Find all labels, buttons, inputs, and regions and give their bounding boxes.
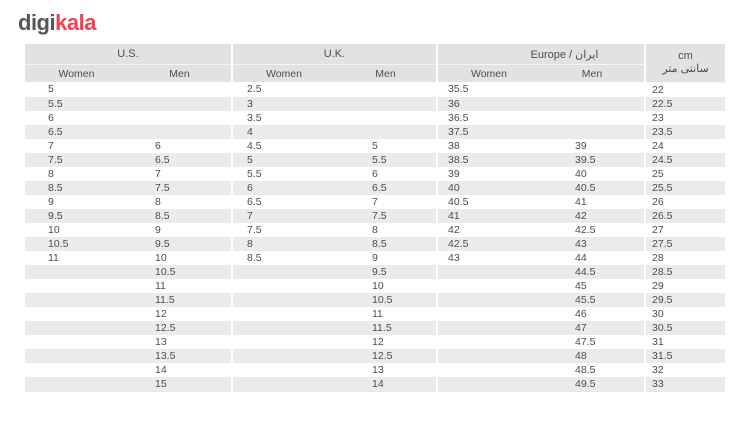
table-cell: 40 [540,167,645,181]
table-cell [232,349,335,363]
table-cell: 39.5 [540,153,645,167]
table-cell: 27.5 [652,237,673,250]
table-body [25,82,725,391]
digikala-logo[interactable] [18,11,108,35]
table-cell: 5 [247,153,253,166]
table-cell [128,111,232,125]
table-cell: 45.5 [540,293,645,307]
table-cell [335,97,437,111]
table-cell: 8.5 [247,251,262,264]
table-cell: 12 [128,307,232,321]
table-cell [335,111,437,125]
table-cell: 30.5 [652,321,673,334]
table-cell: 49.5 [540,377,645,392]
table-cell: 38 [448,139,460,152]
group-header-uk: U.K. [232,44,437,65]
table-cell [232,279,335,293]
table-cell [437,293,540,307]
table-cell: 6.5 [335,181,437,195]
table-cell: 6 [48,111,54,124]
table-cell [128,125,232,139]
table-cell: 31 [652,335,664,348]
table-cell: 9 [335,251,437,265]
table-cell: 8.5 [48,181,63,194]
table-cell: 11 [128,279,232,293]
table-cell: 30 [652,307,664,320]
table-cell: 7.5 [335,209,437,223]
table-cell [232,293,335,307]
table-cell: 27 [652,223,664,236]
table-cell [232,321,335,335]
table-cell [437,349,540,363]
table-cell: 39 [448,167,460,180]
table-cell: 14 [335,377,437,392]
table-cell: 10.5 [128,265,232,279]
table-cell: 35.5 [448,83,469,96]
table-cell: 42.5 [448,237,469,250]
table-cell [437,363,540,377]
table-cell: 12 [335,335,437,349]
table-cell [540,82,645,97]
table-row [25,209,725,223]
table-cell: 10.5 [335,293,437,307]
table-cell [232,265,335,279]
table-cell: 12.5 [128,321,232,335]
table-cell: 40.5 [448,195,469,208]
table-cell: 38.5 [448,153,469,166]
header-cm-fa: سانتی متر [662,62,709,75]
table-cell [540,97,645,111]
table-cell: 5.5 [247,167,262,180]
table-cell: 11 [335,307,437,321]
table-cell: 23.5 [652,125,673,138]
table-cell: 10 [48,223,60,236]
table-cell [25,349,128,363]
table-cell [25,265,128,279]
table-row [25,363,725,377]
table-cell: 7 [247,209,253,222]
table-cell: 41 [540,195,645,209]
table-cell: 37.5 [448,125,469,138]
table-row [25,195,725,209]
table-row [25,223,725,237]
table-cell: 32 [652,363,664,376]
table-cell: 31.5 [652,349,673,362]
table-header [25,44,725,82]
table-cell: 44 [540,251,645,265]
table-cell [128,97,232,111]
header-cm-en: cm [678,50,693,63]
table-cell: 9.5 [48,209,63,222]
table-cell: 13 [335,363,437,377]
table-cell [232,377,335,392]
subheader-europe-women: Women [437,65,540,83]
table-cell [25,279,128,293]
shoe-size-conversion-table [25,44,725,392]
table-cell: 42 [448,223,460,236]
table-cell: 6.5 [48,125,63,138]
table-row [25,335,725,349]
table-cell: 3.5 [247,111,262,124]
table-cell: 7.5 [128,181,232,195]
table-cell: 41 [448,209,460,222]
table-row [25,377,725,392]
subheader-europe-men: Men [540,65,645,83]
table-cell: 26.5 [652,209,673,222]
table-cell: 6 [247,181,253,194]
table-cell: 5 [335,139,437,153]
table-cell: 25 [652,167,664,180]
subheader-us-women: Women [25,65,128,83]
table-cell: 28.5 [652,265,673,278]
table-row [25,125,725,139]
table-cell: 6 [335,167,437,181]
table-cell: 3 [247,97,253,110]
table-row [25,153,725,167]
table-cell: 5 [48,83,54,96]
table-row [25,82,725,97]
table-cell: 8 [48,167,54,180]
table-row [25,111,725,125]
table-row [25,167,725,181]
table-cell: 36 [448,97,460,110]
table-cell: 39 [540,139,645,153]
table-row [25,251,725,265]
table-cell: 25.5 [652,181,673,194]
table-cell: 40 [448,181,460,194]
table-cell: 9.5 [128,237,232,251]
table-cell: 8.5 [128,209,232,223]
table-cell: 5.5 [48,97,63,110]
table-cell: 44.5 [540,265,645,279]
table-cell: 6.5 [128,153,232,167]
table-row [25,265,725,279]
table-cell: 29 [652,279,664,292]
table-cell [335,125,437,139]
table-cell: 9 [48,195,54,208]
table-cell: 8.5 [335,237,437,251]
table-row [25,139,725,153]
page [0,11,750,392]
table-row [25,181,725,195]
table-row [25,321,725,335]
group-header-europe-iran: Europe / ایران [437,44,645,65]
table-cell: 48.5 [540,363,645,377]
table-cell [25,321,128,335]
table-cell: 45 [540,279,645,293]
table-cell: 28 [652,251,664,264]
subheader-uk-women: Women [232,65,335,83]
table-cell: 14 [128,363,232,377]
table-cell [25,307,128,321]
table-cell: 8 [335,223,437,237]
header-cm-santimetr [645,44,725,82]
table-row [25,307,725,321]
table-cell [437,377,540,392]
table-cell: 42.5 [540,223,645,237]
table-cell: 2.5 [247,83,262,96]
table-cell: 4.5 [247,139,262,152]
logo-text-digi: digi [18,10,56,35]
table-row [25,293,725,307]
table-cell: 11.5 [128,293,232,307]
table-cell: 24 [652,139,664,152]
table-cell [128,82,232,97]
table-cell: 10 [335,279,437,293]
table-cell: 9.5 [335,265,437,279]
table-cell: 7 [335,195,437,209]
table-cell: 10 [128,251,232,265]
table-cell: 11.5 [335,321,437,335]
table-cell: 6.5 [247,195,262,208]
table-cell: 43 [448,251,460,264]
table-cell: 12.5 [335,349,437,363]
subheader-uk-men: Men [335,65,437,83]
table-cell: 48 [540,349,645,363]
table-cell: 33 [652,377,664,390]
table-cell: 9 [128,223,232,237]
table-cell: 23 [652,111,664,124]
table-cell [437,321,540,335]
table-cell: 15 [128,377,232,392]
table-row [25,349,725,363]
logo-text-kala: kala [55,10,96,35]
table-cell: 42 [540,209,645,223]
table-cell: 36.5 [448,111,469,124]
table-cell [540,111,645,125]
table-row [25,279,725,293]
table-cell [437,265,540,279]
table-row [25,97,725,111]
table-cell: 24.5 [652,153,673,166]
table-cell [335,82,437,97]
table-cell: 47 [540,321,645,335]
table-cell: 5.5 [335,153,437,167]
table-cell: 8 [247,237,253,250]
group-header-row [25,44,725,65]
table-cell [25,377,128,392]
table-cell: 43 [540,237,645,251]
sub-header-row [25,65,725,83]
table-cell [540,125,645,139]
table-cell [25,335,128,349]
table-cell: 40.5 [540,181,645,195]
table-cell: 7.5 [48,153,63,166]
subheader-us-men: Men [128,65,232,83]
table-cell: 46 [540,307,645,321]
table-cell: 13.5 [128,349,232,363]
table-cell: 8 [128,195,232,209]
table-cell: 26 [652,195,664,208]
group-header-us: U.S. [25,44,232,65]
table-cell: 22 [652,83,664,96]
table-cell: 11 [48,251,59,264]
table-row [25,237,725,251]
table-cell: 10.5 [48,237,69,250]
table-cell [232,363,335,377]
table-cell: 13 [128,335,232,349]
table-cell: 7.5 [247,223,262,236]
table-cell [232,307,335,321]
table-cell [25,363,128,377]
table-cell [232,335,335,349]
table-cell [437,335,540,349]
table-cell [25,293,128,307]
table-cell: 29.5 [652,293,673,306]
table-cell: 22.5 [652,97,673,110]
table-cell [437,279,540,293]
table-cell [437,307,540,321]
table-cell: 7 [128,167,232,181]
table-cell: 6 [128,139,232,153]
table-cell: 7 [48,139,54,152]
table-cell: 4 [247,125,253,138]
table-cell: 47.5 [540,335,645,349]
